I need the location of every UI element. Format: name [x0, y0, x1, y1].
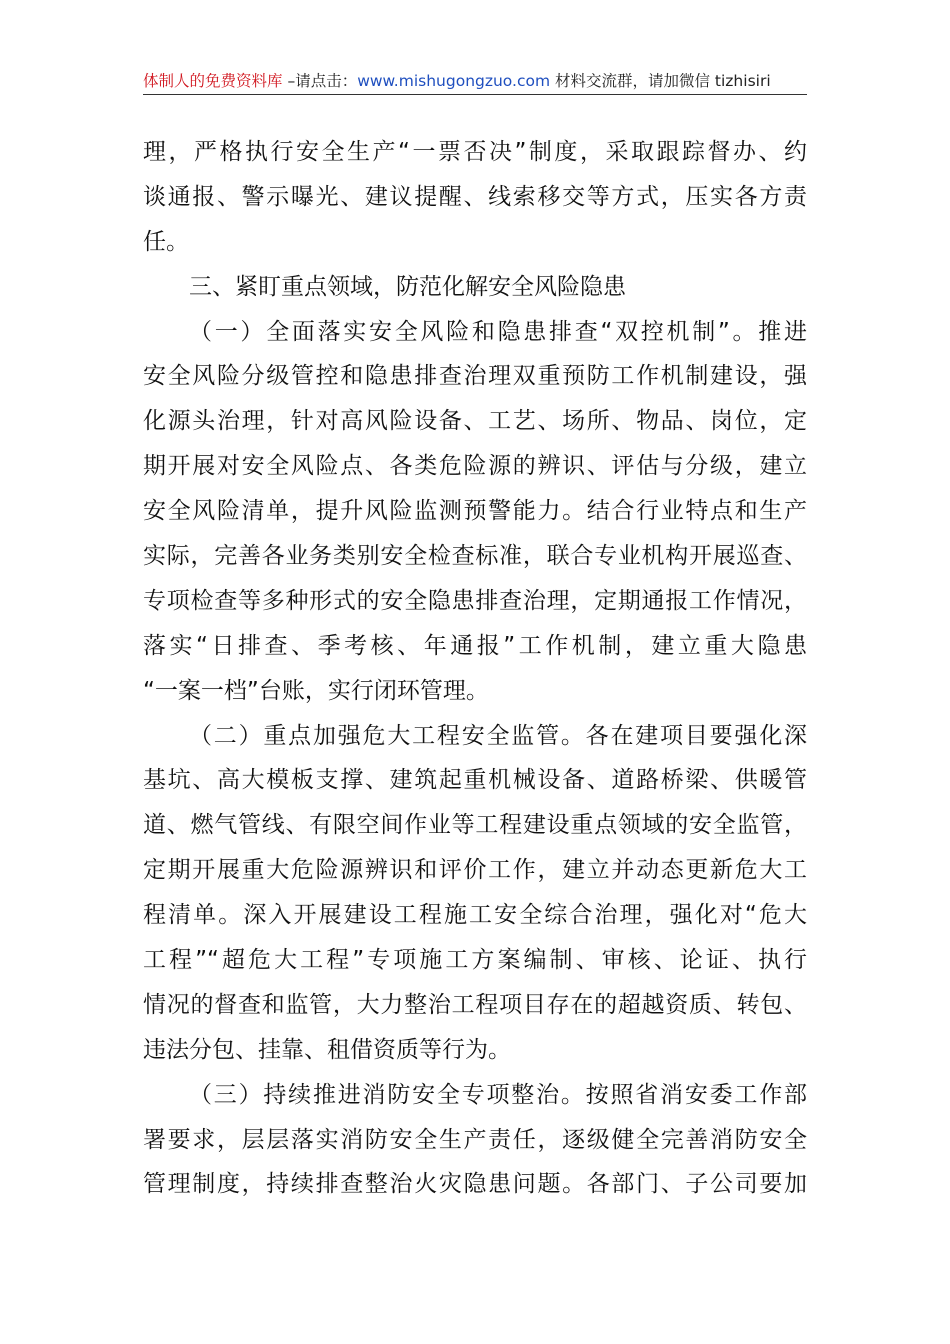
text-line: （三）持续推进消防安全专项整治。按照省消安委工作部 — [189, 1081, 807, 1108]
text-line: 程清单。深入开展建设工程施工安全综合治理，强化对“危大 — [143, 902, 807, 929]
text-line: 化源头治理，针对高风险设备、工艺、场所、物品、岗位，定 — [143, 408, 807, 435]
header-note: 材料交流群，请加微信 tizhisiri — [550, 72, 771, 90]
text-line: （二）重点加强危大工程安全监管。各在建项目要强化深 — [189, 722, 807, 749]
text-line: 违法分包、挂靠、租借资质等行为。 — [143, 1036, 511, 1063]
text-line: 理，严格执行安全生产“一票否决”制度，采取跟踪督办、约 — [143, 139, 807, 165]
text-line: 落实“日排查、季考核、年通报”工作机制，建立重大隐患 — [143, 632, 807, 659]
text-line: 专项检查等多种形式的安全隐患排查治理，定期通报工作情况， — [143, 587, 807, 614]
text-line: 情况的督查和监管，大力整治工程项目存在的超越资质、转包、 — [143, 991, 807, 1018]
header-link[interactable]: www.mishugongzuo.com — [357, 72, 551, 90]
text-line: “一案一档”台账，实行闭环管理。 — [143, 677, 489, 704]
text-line: 署要求，层层落实消防安全生产责任，逐级健全完善消防安全 — [143, 1126, 807, 1153]
header-brand: 体制人的免费资料库 — [143, 72, 283, 90]
text-line: （一）全面落实安全风险和隐患排查“双控机制”。推进 — [189, 318, 807, 345]
text-line: 基坑、高大模板支撑、建筑起重机械设备、道路桥梁、供暖管 — [143, 767, 807, 794]
text-line: 任。 — [143, 228, 189, 255]
header-prompt: –请点击： — [282, 72, 358, 90]
text-line: 道、燃气管线、有限空间作业等工程建设重点领域的安全监管， — [143, 812, 807, 839]
text-line: 定期开展重大危险源辨识和评价工作，建立并动态更新危大工 — [143, 857, 807, 884]
text-line: 实际，完善各业务类别安全检查标准，联合专业机构开展巡查、 — [143, 543, 807, 570]
text-line: 期开展对安全风险点、各类危险源的辨识、评估与分级，建立 — [143, 453, 807, 480]
page-header — [143, 68, 807, 95]
document-body — [143, 130, 807, 1207]
section-heading: 三、紧盯重点领域，防范化解安全风险隐患 — [189, 273, 626, 300]
text-line: 工程”“超危大工程”专项施工方案编制、审核、论证、执行 — [143, 947, 807, 974]
text-line: 安全风险清单，提升风险监测预警能力。结合行业特点和生产 — [143, 498, 807, 525]
text-line: 管理制度，持续排查整治火灾隐患问题。各部门、子公司要加 — [143, 1171, 807, 1198]
text-line: 安全风险分级管控和隐患排查治理双重预防工作机制建设，强 — [143, 363, 807, 390]
text-line: 谈通报、警示曝光、建议提醒、线索移交等方式，压实各方责 — [143, 183, 807, 210]
